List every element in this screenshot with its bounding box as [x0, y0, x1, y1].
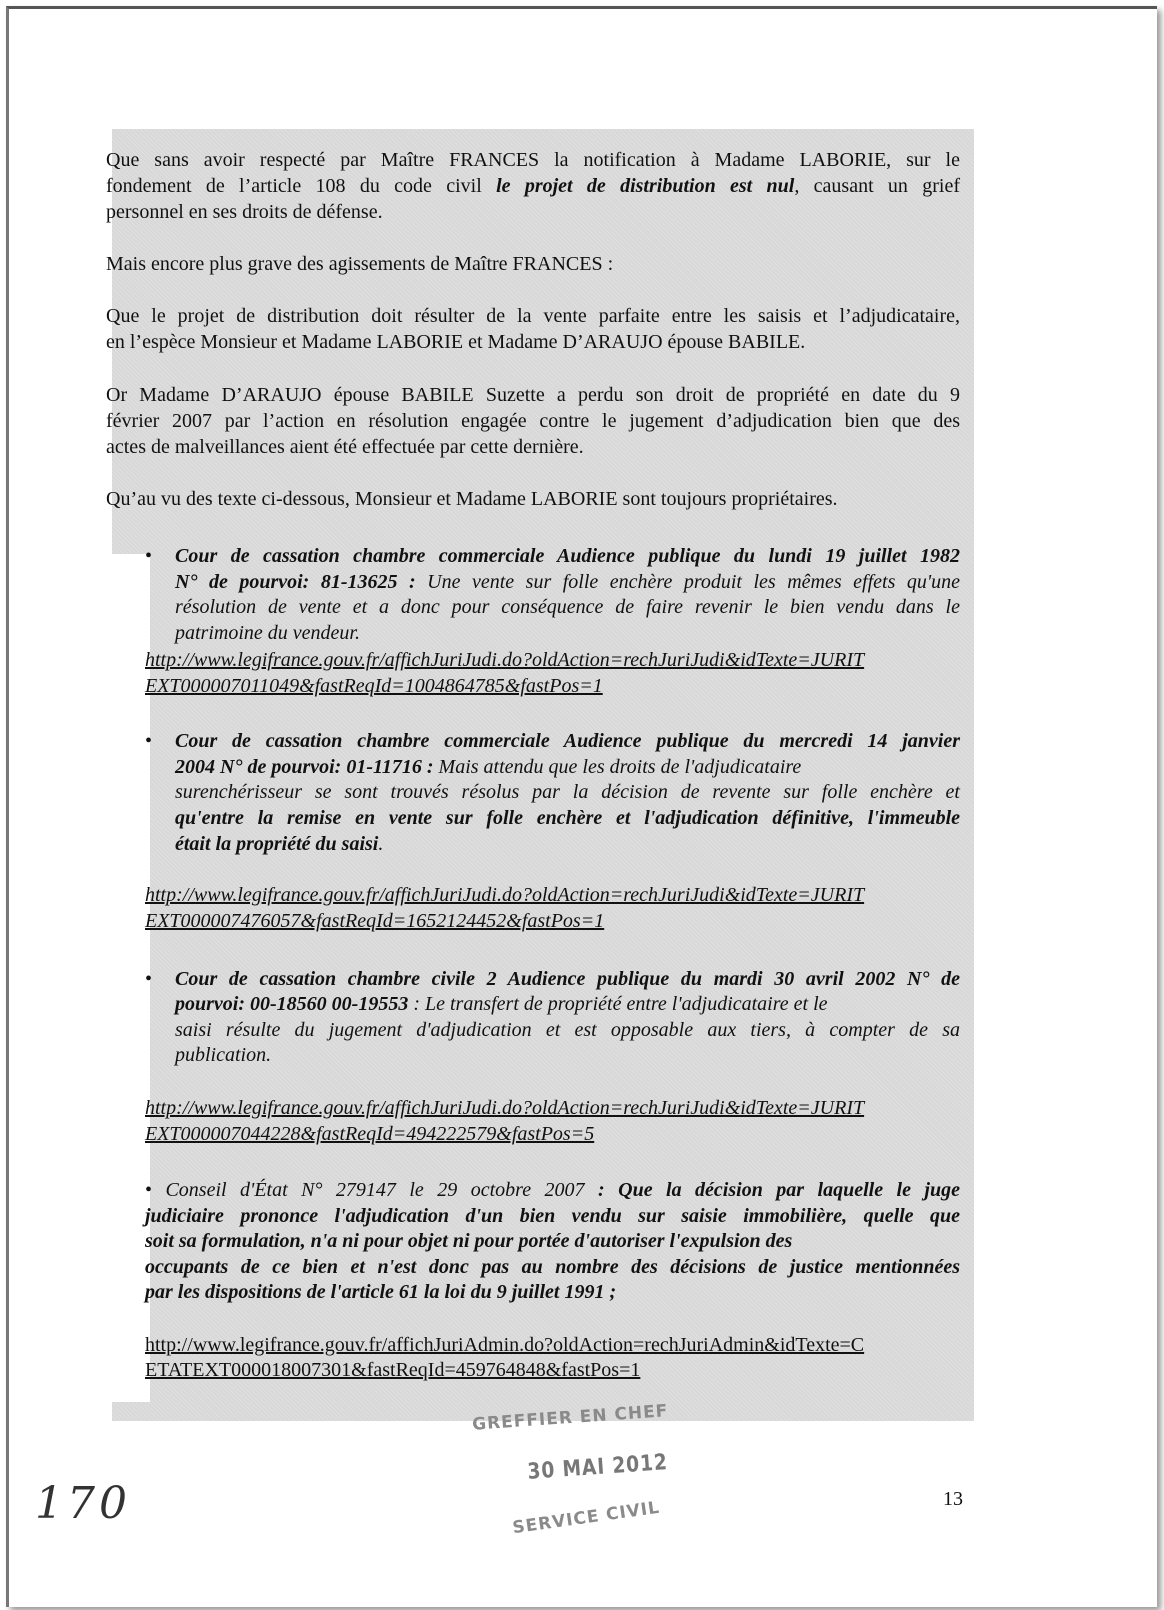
- text-segment: pourvoi: 00-18560 00-19553: [175, 993, 409, 1015]
- text-segment: Mais attendu que les droits de l'adjudicataire: [433, 756, 802, 778]
- text-line: [106, 382, 960, 408]
- text-segment[interactable]: EXT000007476057&fastReqId=1652124452&fastPos=1: [145, 910, 605, 932]
- legifrance-link[interactable]: [145, 908, 604, 934]
- text-segment: Cour de cassation chambre civile 2 Audience publique du mardi 30 avril 2002 N° de: [175, 968, 960, 990]
- text-segment[interactable]: EXT000007011049&fastReqId=1004864785&fastPos=1: [145, 675, 603, 697]
- text-line: [106, 486, 838, 512]
- legifrance-link[interactable]: [145, 647, 960, 673]
- bullet-icon: •: [145, 730, 153, 752]
- text-line: [175, 620, 360, 646]
- legifrance-link[interactable]: [145, 882, 960, 908]
- text-segment[interactable]: EXT000007044228&fastReqId=494222579&fastPos=5: [145, 1123, 595, 1145]
- text-line: [145, 1279, 616, 1305]
- text-segment[interactable]: http://www.legifrance.gouv.fr/affichJuriAdmin.do?oldAction=rechJuriAdmin&idTexte=C: [145, 1334, 865, 1356]
- text-segment: fondement de l’article 108 du code civil: [106, 175, 497, 197]
- text-segment: par les dispositions de l'article 61 la loi du 9 juillet 1991 ;: [145, 1281, 617, 1303]
- text-segment: était la propriété du saisi: [175, 833, 379, 855]
- text-segment: actes de malveillances aient été effectuée par cette dernière.: [106, 436, 584, 458]
- text-line: [106, 147, 960, 173]
- bullet-icon: •: [145, 968, 153, 990]
- text-segment: Conseil d'État N° 279147 le 29 octobre 2007: [165, 1179, 585, 1201]
- text-segment: : Que la décision par laquelle le juge: [584, 1179, 960, 1201]
- text-segment: •: [145, 1179, 166, 1201]
- text-segment: occupants de ce bien et n'est donc pas au nombre des décisions de justice mentionnées: [145, 1256, 960, 1278]
- legifrance-link[interactable]: [145, 1095, 960, 1121]
- text-segment: surenchérisseur se sont trouvés résolus par la décision de revente sur folle enchère et: [175, 781, 960, 803]
- text-line: [175, 991, 828, 1017]
- text-segment[interactable]: ETATEXT000018007301&fastReqId=459764848&fastPos=1: [145, 1359, 641, 1381]
- text-line: [175, 831, 383, 857]
- text-line: [106, 408, 960, 434]
- text-segment[interactable]: http://www.legifrance.gouv.fr/affichJuriJudi.do?oldAction=rechJuriJudi&idTexte=JURIT: [145, 1097, 865, 1119]
- handwritten-page-number: 170: [35, 1478, 131, 1529]
- text-segment[interactable]: http://www.legifrance.gouv.fr/affichJuriJudi.do?oldAction=rechJuriJudi&idTexte=JURIT: [145, 884, 865, 906]
- text-segment: Mais encore plus grave des agissements de Maître FRANCES :: [106, 253, 614, 275]
- text-segment: : Le transfert de propriété entre l'adjudicataire et le: [408, 993, 828, 1015]
- text-line: [175, 594, 960, 620]
- text-segment: soit sa formulation, n'a ni pour objet ni pour portée d'autoriser l'expulsion des: [145, 1230, 793, 1252]
- text-line: [106, 251, 613, 277]
- bullet-icon: •: [145, 545, 153, 567]
- text-line: [175, 754, 801, 780]
- text-segment: Une vente sur folle enchère produit les mêmes effets qu'une: [415, 571, 961, 593]
- text-segment: Qu’au vu des texte ci-dessous, Monsieur et Madame LABORIE sont toujours propriétaires.: [106, 488, 838, 510]
- legifrance-link[interactable]: [145, 1357, 640, 1383]
- legifrance-link[interactable]: [145, 1121, 594, 1147]
- stamp-service: SERVICE CIVIL: [511, 1497, 662, 1539]
- text-segment: résolution de vente et a donc pour conséquence de faire revenir le bien vendu dans le: [175, 596, 960, 618]
- text-segment: N° de pourvoi: 81-13625 :: [175, 571, 416, 593]
- text-line: [106, 434, 584, 460]
- text-segment: , causant un grief: [794, 175, 961, 197]
- text-line: [145, 1254, 960, 1280]
- text-line: [175, 1017, 960, 1043]
- page-number: 13: [943, 1488, 963, 1510]
- text-line: [175, 569, 960, 595]
- text-segment: personnel en ses droits de défense.: [106, 201, 383, 223]
- text-segment: février 2007 par l’action en résolution engagée contre le jugement d’adjudication bien que des: [106, 410, 960, 432]
- text-line: [175, 779, 960, 805]
- text-segment: .: [378, 833, 384, 855]
- text-line: [175, 805, 960, 831]
- text-line: [106, 303, 960, 329]
- text-line: [145, 1203, 960, 1229]
- text-line: [175, 543, 960, 569]
- stamp-date: 30 MAI 2012: [526, 1450, 669, 1485]
- text-line: [106, 199, 383, 225]
- text-segment: le projet de distribution est nul: [496, 175, 795, 197]
- text-segment: patrimoine du vendeur.: [175, 622, 360, 644]
- text-segment[interactable]: http://www.legifrance.gouv.fr/affichJuriJudi.do?oldAction=rechJuriJudi&idTexte=JURIT: [145, 649, 865, 671]
- text-segment: publication.: [175, 1044, 272, 1066]
- text-line: [106, 173, 960, 199]
- text-segment: judiciaire prononce l'adjudication d'un bien vendu sur saisie immobilière, quelle que: [145, 1205, 960, 1227]
- text-line: [145, 1177, 960, 1203]
- text-segment: saisi résulte du jugement d'adjudication et est opposable aux tiers, à compter de sa: [175, 1019, 960, 1041]
- text-segment: en l’espèce Monsieur et Madame LABORIE et Madame D’ARAUJO épouse BABILE.: [106, 331, 806, 353]
- text-segment: Que le projet de distribution doit résulter de la vente parfaite entre les saisis et l’adjudicataire,: [106, 305, 960, 327]
- legifrance-link[interactable]: [145, 1332, 960, 1358]
- text-line: [175, 1042, 271, 1068]
- text-segment: Or Madame D’ARAUJO épouse BABILE Suzette a perdu son droit de propriété en date du 9: [106, 384, 960, 406]
- text-segment: Cour de cassation chambre commerciale Audience publique du mercredi 14 janvier: [175, 730, 960, 752]
- text-line: [175, 966, 960, 992]
- text-line: [106, 329, 805, 355]
- text-segment: Cour de cassation chambre commerciale Audience publique du lundi 19 juillet 1982: [175, 545, 960, 567]
- text-segment: Que sans avoir respecté par Maître FRANCES la notification à Madame LABORIE, sur le: [106, 149, 960, 171]
- text-segment: qu'entre la remise en vente sur folle enchère et l'adjudication définitive, l'immeuble: [175, 807, 960, 829]
- stamp-greffier: GREFFIER EN CHEF: [471, 1401, 669, 1435]
- text-line: [145, 1228, 792, 1254]
- text-line: [175, 728, 960, 754]
- legifrance-link[interactable]: [145, 673, 603, 699]
- text-segment: 2004 N° de pourvoi: 01-11716 :: [175, 756, 434, 778]
